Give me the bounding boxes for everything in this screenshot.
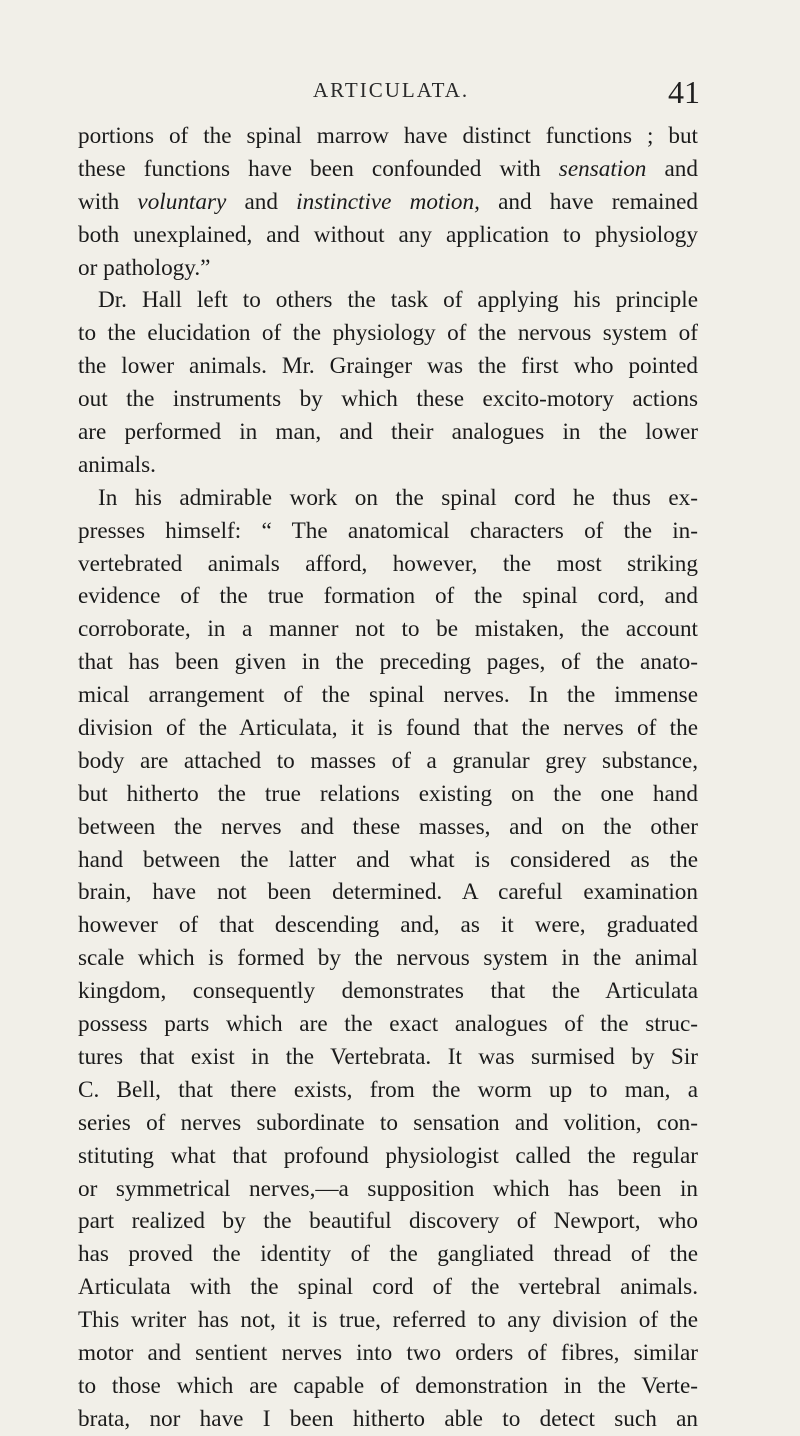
text-line: evidence of the true formation of the spinal cord, and (78, 583, 698, 610)
text-line: possess parts which are the exact analogues of the struc- (78, 1011, 698, 1038)
text-line: presses himself: “ The anatomical characters of the in- (78, 517, 698, 544)
text-line: scale which is formed by the nervous system in the animal (78, 945, 698, 972)
italic-term: voluntary (137, 188, 227, 215)
text-line: corroborate, in a manner not to be mistaken, the account (78, 616, 698, 643)
text-line (78, 186, 698, 219)
text-segment: and (226, 188, 297, 215)
text-line: vertebrated animals afford, however, the most striking (78, 550, 698, 577)
text-line: are performed in man, and their analogues in the lower (78, 419, 698, 446)
text-line: Dr. Hall left to others the task of applying his principle (98, 287, 698, 314)
text-line: In his admirable work on the spinal cord he thus ex- (98, 484, 698, 511)
text-line: portions of the spinal marrow have distinct functions ; but (78, 123, 698, 149)
text-segment: these functions have been confounded with (78, 155, 559, 182)
page-header (0, 74, 800, 114)
text-line: mical arrangement of the spinal nerves. In the immense (78, 682, 698, 709)
text-line: animals. (78, 451, 156, 478)
text-segment: with (78, 188, 138, 215)
text-line: or pathology.” (78, 254, 211, 281)
text-line: stituting what that profound physiologist called the regular (78, 1142, 698, 1169)
text-segment: and (646, 155, 698, 182)
text-line: body are attached to masses of a granular grey substance, (78, 747, 698, 774)
text-line: Articulata with the spinal cord of the vertebral animals. (78, 1274, 698, 1301)
text-line: to the elucidation of the physiology of the nervous system of (78, 320, 698, 347)
text-line: to those which are capable of demonstration in the Verte- (78, 1372, 698, 1399)
text-line: This writer has not, it is true, referred to any division of the (78, 1307, 698, 1334)
text-line: hand between the latter and what is considered as the (78, 846, 698, 873)
text-line: part realized by the beautiful discovery of Newport, who (78, 1208, 698, 1235)
text-line: however of that descending and, as it were, graduated (78, 912, 698, 939)
text-line: or symmetrical nerves,—a supposition which has been in (78, 1175, 698, 1202)
text-line (78, 153, 698, 186)
text-line: tures that exist in the Vertebrata. It was surmised by Sir (78, 1043, 698, 1070)
italic-term: sensation (558, 155, 647, 182)
text-line: brain, have not been determined. A careful examination (78, 879, 698, 906)
page-number: 41 (668, 74, 700, 110)
text-line: that has been given in the preceding pages, of the anato- (78, 649, 698, 676)
running-head: ARTICULATA. (313, 78, 470, 102)
text-line: has proved the identity of the gangliated thread of the (78, 1241, 698, 1268)
text-line: but hitherto the true relations existing on the one hand (78, 780, 698, 807)
text-line: brata, nor have I been hitherto able to detect such an (78, 1405, 698, 1432)
text-line: out the instruments by which these excito-motory actions (78, 386, 698, 413)
text-segment: and have remained (479, 188, 698, 215)
text-line: kingdom, consequently demonstrates that the Articulata (78, 978, 698, 1005)
italic-term: instinctive motion, (296, 188, 480, 215)
text-line: the lower animals. Mr. Grainger was the first who pointed (78, 353, 698, 380)
text-line: motor and sentient nerves into two orders of fibres, similar (78, 1339, 698, 1366)
text-line: between the nerves and these masses, and on the other (78, 813, 698, 840)
text-line: division of the Articulata, it is found that the nerves of the (78, 715, 698, 742)
text-line: series of nerves subordinate to sensation and volition, con- (78, 1109, 698, 1136)
body-text (78, 120, 698, 1436)
text-line: C. Bell, that there exists, from the worm up to man, a (78, 1076, 698, 1103)
text-line: both unexplained, and without any application to physiology (78, 221, 698, 248)
